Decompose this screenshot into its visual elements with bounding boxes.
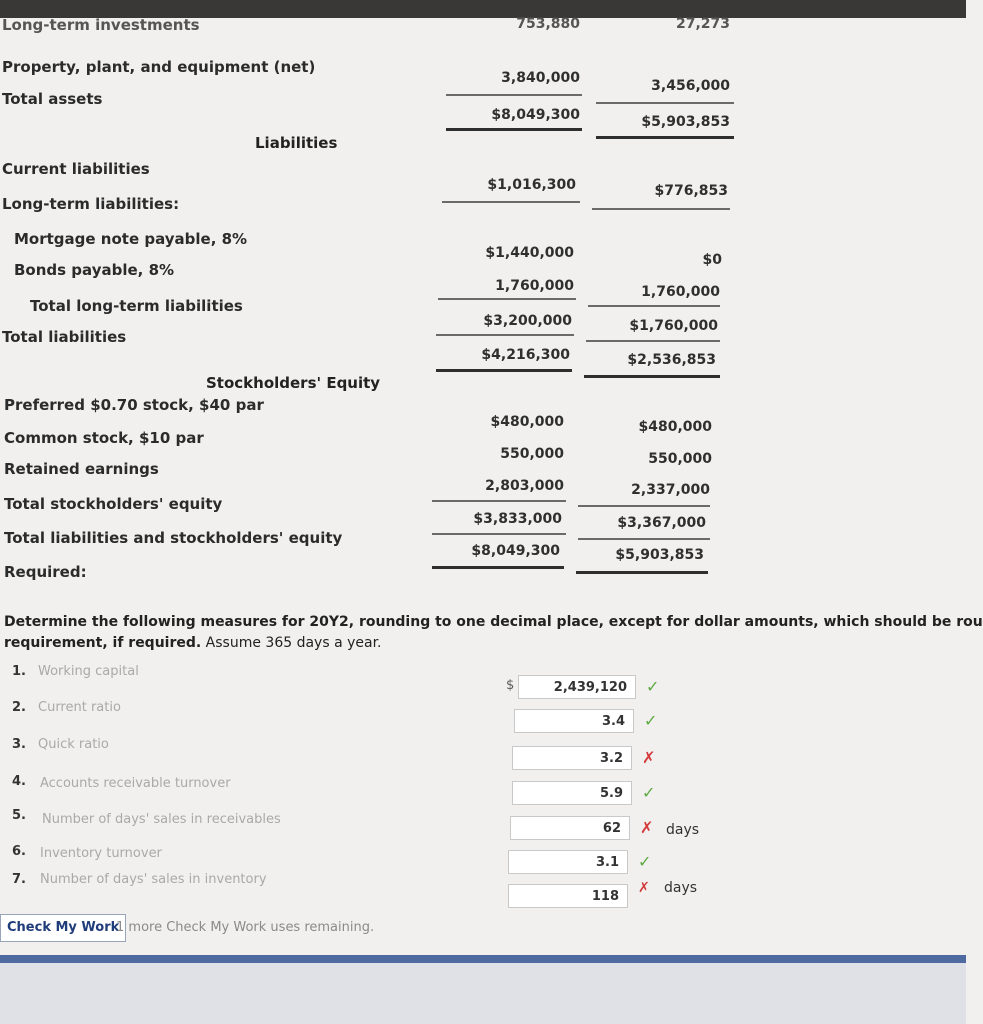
value-col1: $8,049,300 — [471, 543, 560, 559]
question-label-current-ratio: Current ratio — [38, 700, 121, 715]
underline — [436, 334, 574, 336]
value-col2: $5,903,853 — [615, 547, 704, 563]
instruction-line2-normal: Assume 365 days a year. — [201, 635, 382, 651]
row-label-retained: Retained earnings — [4, 460, 159, 478]
underline — [578, 538, 710, 540]
value-col2: 550,000 — [648, 451, 712, 467]
row-label-total-equity: Total stockholders' equity — [4, 495, 223, 513]
x-mark-icon: ✗ — [640, 818, 654, 837]
answer-input-quick-ratio[interactable]: 3.2 — [512, 746, 632, 770]
row-label-ppe: Property, plant, and equipment (net) — [2, 58, 316, 76]
question-number: 1. — [12, 664, 26, 679]
value-col2: 1,760,000 — [641, 284, 720, 300]
answer-input-days-sales-receivables[interactable]: 62 — [510, 816, 630, 840]
row-label-total-liabilities: Total liabilities — [2, 328, 127, 346]
check-my-work-button[interactable]: Check My Work — [0, 914, 126, 942]
underline — [432, 500, 566, 502]
equity-header: Stockholders' Equity — [206, 374, 381, 392]
value-col1: 1,760,000 — [495, 278, 574, 294]
underline — [588, 305, 720, 307]
value-col1: $1,440,000 — [485, 245, 574, 261]
row-label-total-assets: Total assets — [2, 90, 103, 108]
dollar-prefix: $ — [506, 678, 515, 693]
check-uses-remaining: 1 more Check My Work uses remaining. — [116, 920, 375, 935]
check-mark-icon: ✓ — [642, 783, 656, 802]
value-col2: 27,273 — [675, 16, 730, 32]
row-label-common: Common stock, $10 par — [4, 429, 204, 447]
value-col2: $776,853 — [654, 183, 728, 199]
answer-input-inventory-turnover[interactable]: 3.1 — [508, 850, 628, 874]
value-col1: 3,840,000 — [501, 70, 580, 86]
check-mark-icon: ✓ — [638, 852, 652, 871]
required-title: Required: — [4, 563, 87, 581]
double-underline — [596, 136, 734, 139]
question-number: 6. — [12, 844, 26, 859]
answer-input-ar-turnover[interactable]: 5.9 — [512, 781, 632, 805]
bottom-divider — [0, 955, 966, 963]
underline — [438, 298, 576, 300]
required-instruction-line2 — [4, 633, 382, 654]
required-instruction — [4, 612, 983, 633]
x-mark-icon: ✗ — [642, 748, 656, 767]
answer-input-current-ratio[interactable]: 3.4 — [514, 709, 634, 733]
underline — [446, 94, 582, 96]
question-label-days-sales-inventory: Number of days' sales in inventory — [40, 872, 267, 887]
question-number: 2. — [12, 700, 26, 715]
row-label-total-long-term: Total long-term liabilities — [30, 297, 243, 315]
days-unit: days — [664, 880, 698, 896]
row-label-long-term-investments: Long-term investments — [2, 16, 200, 34]
value-col1: $3,200,000 — [483, 313, 572, 329]
underline — [442, 201, 580, 203]
question-number: 5. — [12, 808, 26, 823]
question-number: 7. — [12, 872, 26, 887]
value-col2: $3,367,000 — [617, 515, 706, 531]
row-label-long-term-liabilities: Long-term liabilities: — [2, 195, 180, 213]
liabilities-header: Liabilities — [255, 134, 338, 152]
underline — [432, 533, 566, 535]
value-col2: 2,337,000 — [631, 482, 710, 498]
value-col2: $480,000 — [638, 419, 712, 435]
check-mark-icon: ✓ — [644, 711, 658, 730]
question-label-days-sales-receivables: Number of days' sales in receivables — [42, 812, 281, 827]
check-mark-icon: ✓ — [646, 677, 660, 696]
value-col1: $480,000 — [490, 414, 564, 430]
instruction-line1: Determine the following measures for 20Y2, rounding to one decimal place, except for dollar amounts, which should be rou — [4, 614, 983, 630]
underline — [578, 505, 710, 507]
value-col2: $2,536,853 — [627, 352, 716, 368]
underline — [596, 102, 734, 104]
bottom-area — [0, 963, 966, 1024]
question-number: 4. — [12, 774, 26, 789]
answer-input-days-sales-inventory[interactable]: 118 — [508, 884, 628, 908]
row-label-preferred: Preferred $0.70 stock, $40 par — [4, 396, 264, 414]
value-col1: 753,880 — [516, 16, 580, 32]
value-col1: $3,833,000 — [473, 511, 562, 527]
instruction-line2-bold: requirement, if required. — [4, 635, 202, 651]
question-number: 3. — [12, 737, 26, 752]
value-col2: 3,456,000 — [651, 78, 730, 94]
double-underline — [584, 375, 720, 378]
underline — [586, 340, 720, 342]
question-label-ar-turnover: Accounts receivable turnover — [40, 776, 231, 791]
question-row-clipped — [0, 872, 966, 904]
double-underline — [446, 128, 582, 131]
value-col2: $0 — [702, 252, 722, 268]
row-label-mortgage: Mortgage note payable, 8% — [14, 230, 248, 248]
value-col1: 2,803,000 — [485, 478, 564, 494]
answer-input-working-capital[interactable]: 2,439,120 — [518, 675, 636, 699]
question-label-quick-ratio: Quick ratio — [38, 737, 109, 752]
value-col1: 550,000 — [500, 446, 564, 462]
value-col1: $1,016,300 — [487, 177, 576, 193]
double-underline — [432, 566, 564, 569]
x-mark-icon: ✗ — [638, 880, 650, 896]
value-col2: $5,903,853 — [641, 114, 730, 130]
row-label-total-liab-equity: Total liabilities and stockholders' equity — [4, 529, 343, 547]
question-label-working-capital: Working capital — [38, 664, 139, 679]
double-underline — [576, 571, 708, 574]
question-label-inventory-turnover: Inventory turnover — [40, 846, 162, 861]
days-unit: days — [666, 822, 700, 838]
value-col1: $4,216,300 — [481, 347, 570, 363]
row-label-bonds: Bonds payable, 8% — [14, 261, 175, 279]
value-col1: $8,049,300 — [491, 107, 580, 123]
double-underline — [436, 369, 572, 372]
underline — [592, 208, 730, 210]
row-label-current-liabilities: Current liabilities — [2, 160, 150, 178]
value-col2: $1,760,000 — [629, 318, 718, 334]
